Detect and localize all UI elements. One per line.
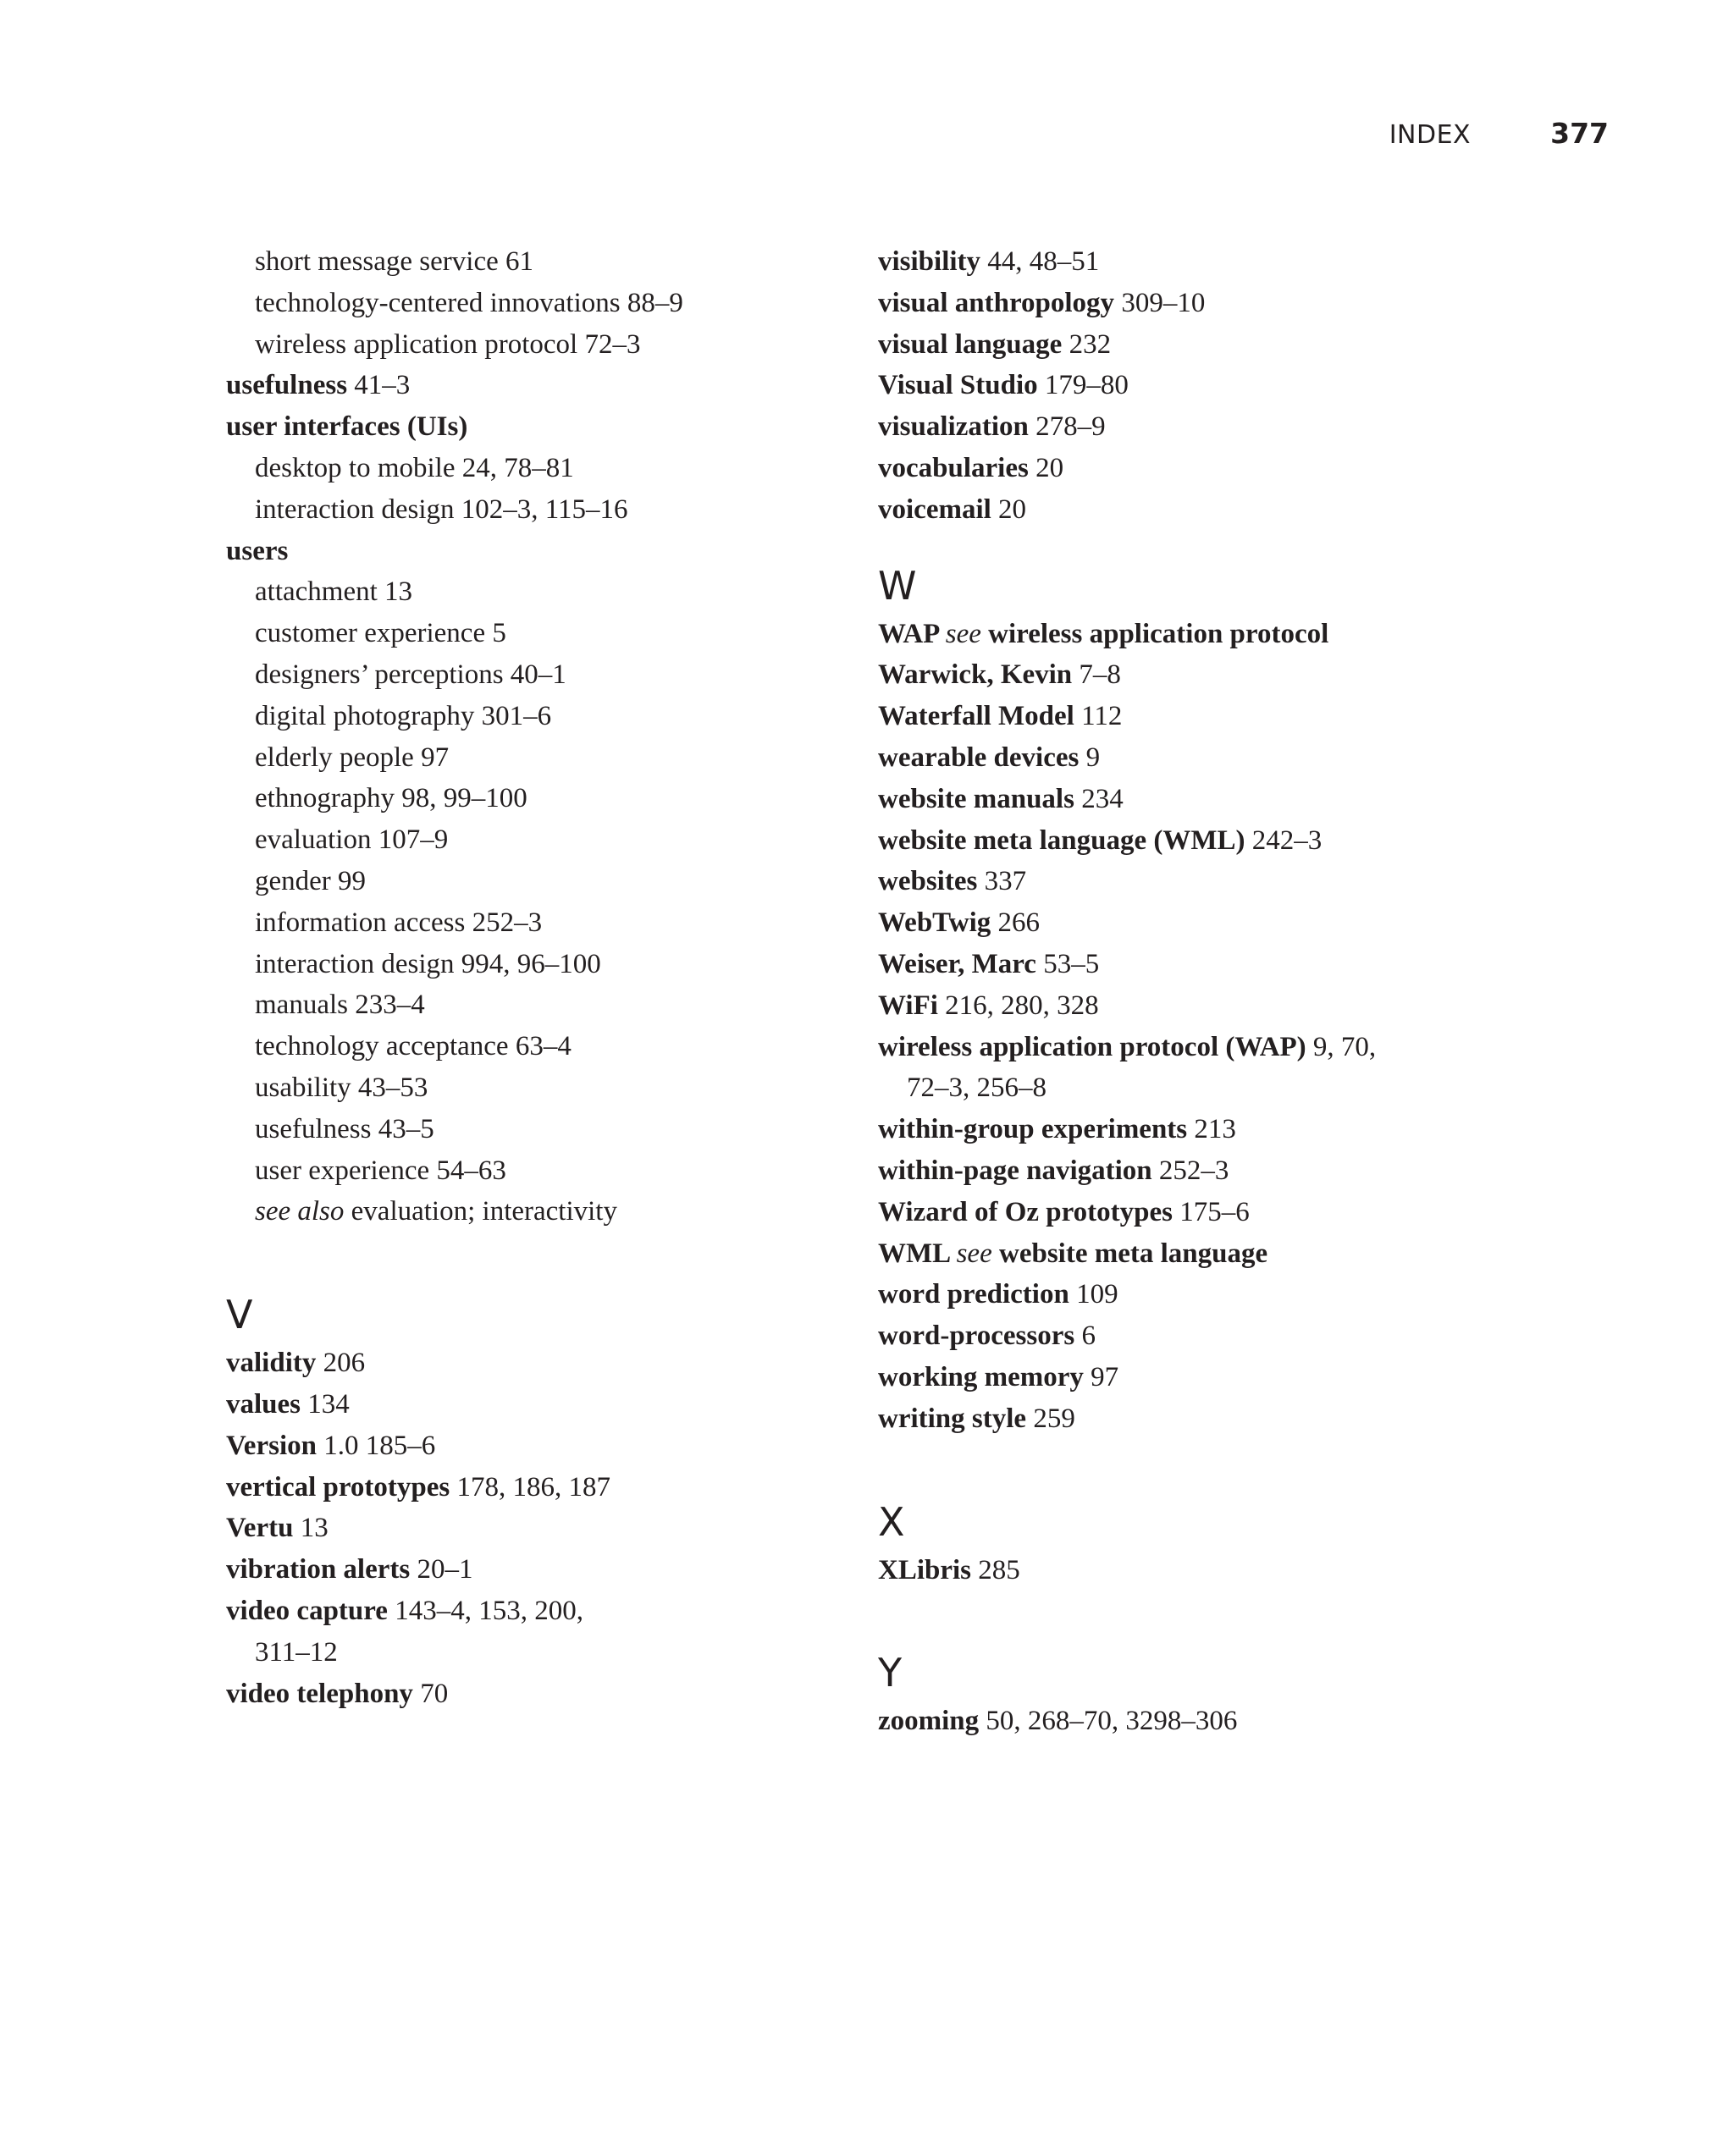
see-also-label: see also <box>255 1196 345 1227</box>
see-label: see <box>945 618 981 649</box>
index-entry <box>878 861 1488 902</box>
index-entry <box>878 1357 1488 1398</box>
index-subentry: usability 43–53 <box>255 1072 428 1103</box>
index-entry <box>878 696 1488 737</box>
index-entry <box>878 489 1488 531</box>
index-term: validity <box>226 1348 317 1379</box>
index-subentry: desktop to mobile 24, 78–81 <box>255 452 574 483</box>
see-also-targets: evaluation; interactivity <box>344 1196 617 1227</box>
page-refs: 70 <box>412 1678 449 1709</box>
page-refs-continued: 72–3, 256–8 <box>907 1072 1046 1104</box>
page-refs: 44, 48–51 <box>980 246 1100 277</box>
page-refs: 266 <box>991 907 1040 939</box>
index-term: WebTwig <box>878 907 991 939</box>
index-term: within-page navigation <box>878 1155 1152 1186</box>
index-entry <box>878 820 1488 862</box>
index-term: word prediction <box>878 1279 1069 1310</box>
index-subentry: attachment 13 <box>255 576 413 608</box>
index-term: usefulness <box>226 370 348 401</box>
page-refs: 278–9 <box>1028 411 1106 443</box>
index-term: user interfaces (UIs) <box>226 411 468 443</box>
index-term: Vertu <box>226 1513 294 1544</box>
page-refs: 309–10 <box>1114 287 1206 318</box>
index-term: zooming <box>878 1706 980 1737</box>
page-refs: 20 <box>1028 452 1064 483</box>
index-subentry: technology acceptance 63–4 <box>255 1031 572 1062</box>
index-term: writing style <box>878 1403 1027 1434</box>
index-entry <box>878 1150 1488 1192</box>
index-term: voicemail <box>878 494 991 525</box>
running-header <box>1389 117 1609 159</box>
index-entry <box>878 1192 1488 1233</box>
page-refs: 41–3 <box>347 370 411 401</box>
index-see-entry <box>878 614 1488 655</box>
page-refs: 20 <box>991 494 1027 525</box>
page-refs-continued: 311–12 <box>255 1636 338 1668</box>
page-refs: 252–3 <box>1151 1155 1229 1186</box>
index-term: visual language <box>878 328 1063 360</box>
page-refs: 53–5 <box>1035 948 1100 979</box>
page-refs: 6 <box>1074 1321 1096 1352</box>
see-target: wireless application protocol <box>988 618 1329 649</box>
index-term: vibration alerts <box>226 1554 411 1585</box>
index-term: XLibris <box>878 1554 972 1585</box>
page-refs: 178, 186, 187 <box>450 1471 610 1503</box>
page-refs: 20–1 <box>410 1554 473 1585</box>
index-term: vertical prototypes <box>226 1471 450 1503</box>
page-refs: 7–8 <box>1072 659 1121 691</box>
index-term: Weiser, Marc <box>878 948 1036 979</box>
index-entry <box>878 944 1488 985</box>
index-subentry: user experience 54–63 <box>255 1155 506 1186</box>
index-term: visualization <box>878 411 1029 443</box>
index-subentry: customer experience 5 <box>255 618 506 649</box>
index-term: Warwick, Kevin <box>878 659 1073 691</box>
index-term: visual anthropology <box>878 287 1115 318</box>
index-term: word-processors <box>878 1321 1075 1352</box>
index-entry <box>226 1549 836 1591</box>
index-column-right <box>878 241 1488 1742</box>
index-subentry: manuals 233–4 <box>255 990 425 1021</box>
index-subentry: elderly people 97 <box>255 742 450 773</box>
page-refs: 242–3 <box>1245 824 1323 856</box>
index-entry <box>878 737 1488 779</box>
page-refs: 232 <box>1062 328 1112 360</box>
index-subentry: gender 99 <box>255 865 367 896</box>
section-letter-x: X <box>878 1498 905 1545</box>
see-label: see <box>956 1238 992 1269</box>
index-entry <box>878 241 1488 283</box>
page-refs: 213 <box>1187 1114 1236 1145</box>
index-entry <box>878 1550 1488 1591</box>
index-term: WML <box>878 1238 950 1269</box>
index-term: wireless application protocol (WAP) <box>878 1031 1306 1062</box>
index-entry <box>878 365 1488 406</box>
page-refs: 143–4, 153, 200, <box>387 1595 583 1626</box>
index-entry <box>226 1425 836 1467</box>
page-refs: 179–80 <box>1037 370 1129 401</box>
index-term: users <box>226 535 289 566</box>
index-entry <box>878 779 1488 820</box>
index-entry <box>226 1591 836 1632</box>
index-term: Version <box>226 1430 317 1461</box>
index-term: Wizard of Oz prototypes <box>878 1196 1173 1227</box>
index-entry <box>878 1274 1488 1315</box>
index-subentry: short message service 61 <box>255 246 533 277</box>
index-subentry: evaluation 107–9 <box>255 824 449 856</box>
index-entry <box>878 1701 1488 1742</box>
index-term: video capture <box>226 1595 388 1626</box>
section-letter-v: V <box>226 1292 253 1338</box>
page-refs: 9, 70, <box>1306 1031 1377 1062</box>
index-see-entry <box>878 1233 1488 1275</box>
index-entry <box>878 448 1488 489</box>
index-entry <box>226 365 836 406</box>
index-subentry: interaction design 102–3, 115–16 <box>255 494 628 525</box>
index-subentry: wireless application protocol 72–3 <box>255 328 641 360</box>
index-term: websites <box>878 866 978 897</box>
index-term: visibility <box>878 246 981 277</box>
index-subentry: designers’ perceptions 40–1 <box>255 659 566 690</box>
index-term: within-group experiments <box>878 1114 1188 1145</box>
index-entry <box>226 1467 836 1508</box>
page-refs: 337 <box>977 866 1027 897</box>
running-header-title: INDEX <box>1389 120 1472 150</box>
index-entry <box>226 1343 836 1384</box>
page-refs: 9 <box>1079 742 1101 773</box>
page-number: 377 <box>1550 117 1609 150</box>
index-term: vocabularies <box>878 452 1029 483</box>
index-term: website meta language (WML) <box>878 824 1245 856</box>
index-entry <box>226 1384 836 1425</box>
index-entry <box>878 1109 1488 1150</box>
page-refs: 234 <box>1074 783 1124 814</box>
index-entry <box>878 406 1488 448</box>
index-entry <box>878 1027 1488 1068</box>
index-term: WAP <box>878 618 939 649</box>
page-refs: 50, 268–70, 3298–306 <box>979 1706 1238 1737</box>
page-refs: 134 <box>301 1388 350 1420</box>
page-refs: 285 <box>971 1554 1020 1585</box>
page-refs: 206 <box>316 1348 366 1379</box>
index-subentry: interaction design 994, 96–100 <box>255 948 601 979</box>
index-term: Waterfall Model <box>878 701 1074 732</box>
index-entry <box>878 283 1488 324</box>
index-column-left <box>226 241 836 1714</box>
index-term: WiFi <box>878 990 938 1021</box>
page-refs: 109 <box>1069 1279 1118 1310</box>
page-refs: 216, 280, 328 <box>937 990 1099 1021</box>
index-term: wearable devices <box>878 742 1080 773</box>
index-term: website manuals <box>878 783 1074 814</box>
index-subentry: usefulness 43–5 <box>255 1113 434 1144</box>
index-subentry: information access 252–3 <box>255 907 543 938</box>
page-refs: 97 <box>1083 1361 1119 1392</box>
index-subentry: technology-centered innovations 88–9 <box>255 287 683 318</box>
page-refs: 1.0 185–6 <box>316 1430 436 1461</box>
page-refs: 175–6 <box>1173 1196 1250 1227</box>
index-term: video telephony <box>226 1678 413 1709</box>
page-refs: 259 <box>1026 1403 1075 1434</box>
section-letter-w: W <box>878 562 917 609</box>
index-entry <box>878 902 1488 944</box>
index-entry <box>878 324 1488 366</box>
page-refs: 112 <box>1074 701 1123 732</box>
page-refs: 13 <box>293 1513 329 1544</box>
index-entry <box>226 1508 836 1549</box>
index-entry <box>878 985 1488 1027</box>
index-entry <box>878 1315 1488 1357</box>
index-term: working memory <box>878 1361 1084 1392</box>
index-term: Visual Studio <box>878 370 1038 401</box>
index-subentry: digital photography 301–6 <box>255 700 552 731</box>
index-entry <box>878 654 1488 696</box>
index-see-also <box>226 1191 836 1232</box>
index-subentry: ethnography 98, 99–100 <box>255 783 527 814</box>
index-entry <box>878 1398 1488 1440</box>
section-letter-y: Y <box>878 1650 903 1696</box>
see-target: website meta language <box>998 1238 1268 1269</box>
index-term: values <box>226 1388 301 1420</box>
index-entry <box>226 1674 836 1715</box>
